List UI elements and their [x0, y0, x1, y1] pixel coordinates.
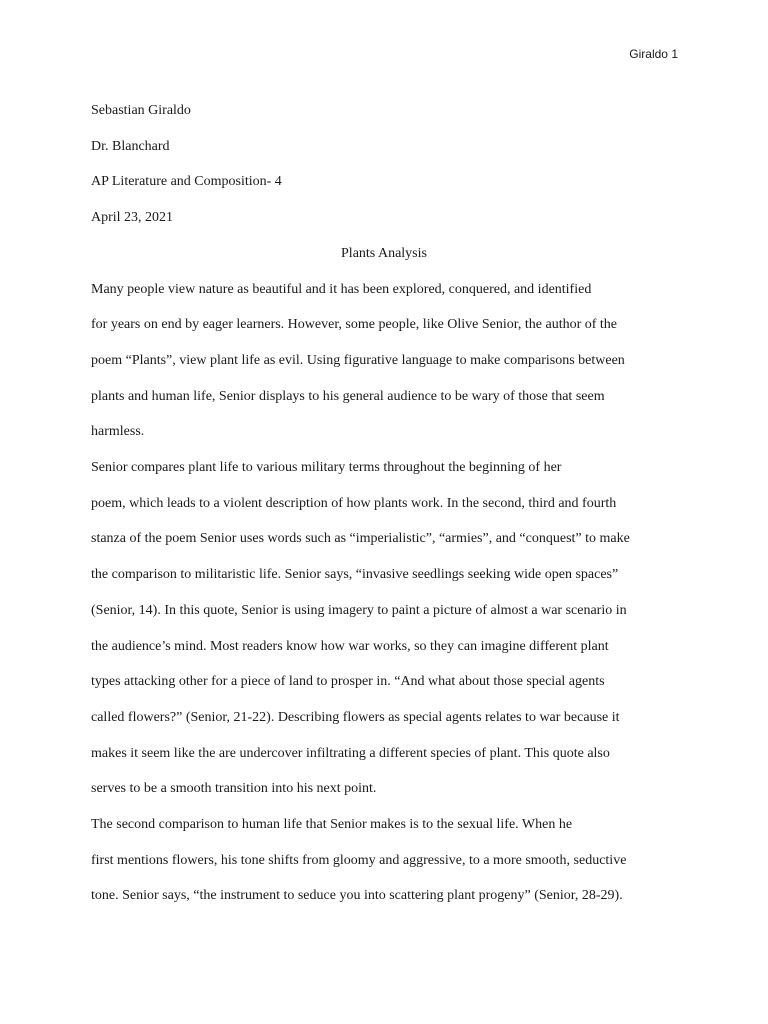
paragraph-line: (Senior, 14). In this quote, Senior is using imagery to paint a picture of almost a war scenario in: [91, 602, 627, 618]
paragraph-2: [91, 450, 677, 807]
paragraph-1: [91, 272, 677, 451]
essay-title: Plants Analysis: [341, 245, 427, 261]
paragraph-3: [91, 807, 677, 914]
paragraph-line: stanza of the poem Senior uses words such as “imperialistic”, “armies”, and “conquest” to make: [91, 531, 630, 547]
paragraph-line: the audience’s mind. Most readers know how war works, so they can imagine different plant: [91, 638, 609, 654]
paragraph-line: called flowers?” (Senior, 21-22). Describing flowers as special agents relates to war because it: [91, 709, 620, 725]
course-name: AP Literature and Composition- 4: [91, 174, 282, 190]
paragraph-line: for years on end by eager learners. However, some people, like Olive Senior, the author of the: [91, 317, 618, 333]
paragraph-line: first mentions flowers, his tone shifts from gloomy and aggressive, to a more smooth, seductive: [91, 852, 627, 868]
paragraph-line: the comparison to militaristic life. Senior says, “invasive seedlings seeking wide open spaces”: [91, 567, 619, 583]
paragraph-line: Many people view nature as beautiful and it has been explored, conquered, and identified: [91, 281, 592, 297]
paragraph-line: serves to be a smooth transition into his next point.: [91, 781, 377, 797]
paragraph-line: makes it seem like the are undercover infiltrating a different species of plant. This quote also: [91, 745, 610, 761]
paragraph-line: Senior compares plant life to various military terms throughout the beginning of her: [91, 460, 562, 476]
paragraph-line: poem, which leads to a violent description of how plants work. In the second, third and fourth: [91, 495, 617, 511]
instructor-name: Dr. Blanchard: [91, 138, 170, 154]
paragraph-line: types attacking other for a piece of land to prosper in. “And what about those special agents: [91, 674, 605, 690]
author-name: Sebastian Giraldo: [91, 103, 191, 118]
paragraph-line: The second comparison to human life that Senior makes is to the sexual life. When he: [91, 817, 573, 833]
paragraph-line: poem “Plants”, view plant life as evil. Using figurative language to make comparisons between: [91, 352, 625, 368]
running-head: Giraldo 1: [629, 47, 678, 61]
paragraph-line: tone. Senior says, “the instrument to seduce you into scattering plant progeny” (Senior, 28-29).: [91, 888, 623, 904]
document-body: [91, 93, 677, 914]
document-date: April 23, 2021: [91, 210, 174, 226]
paragraph-line: harmless.: [91, 424, 145, 440]
paragraph-line: plants and human life, Senior displays to his general audience to be wary of those that seem: [91, 388, 605, 404]
